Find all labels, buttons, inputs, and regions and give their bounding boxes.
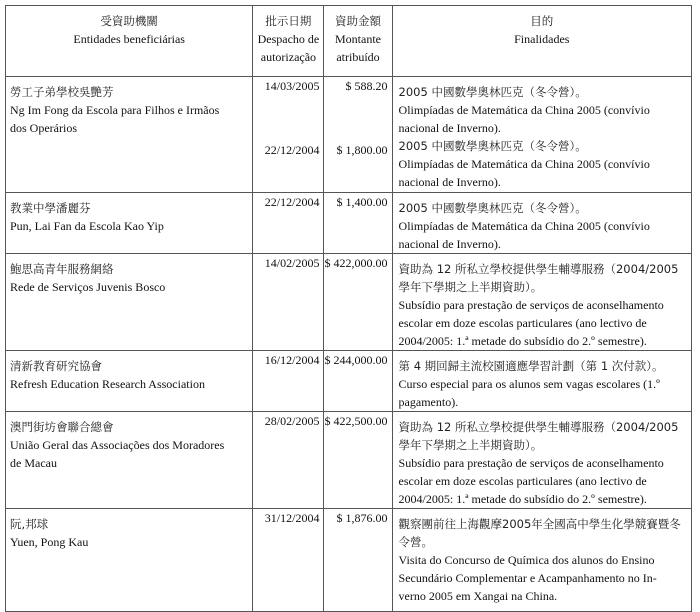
table-row [6, 193, 692, 254]
header-amount: 資助金額 Montante atribuído [324, 6, 392, 77]
date-cell: 16/12/2004 [253, 351, 324, 412]
grants-table [5, 5, 692, 612]
date-cell: 31/12/2004 [253, 509, 324, 612]
header-purpose: 目的 Finalidades [392, 6, 691, 77]
purpose-cell: 2005 中國數學奧林匹克（冬令營）。 Olimpíadas de Matemática da China 2005 (convívio nacional de Inverno). 2005 中國數學奧林匹克（冬令營）。 Olimpíadas de Matemática da China 2005 (convívio nacional de Inverno). [392, 77, 691, 193]
date-cell: 14/02/2005 [253, 254, 324, 351]
amount-cell: $ 422,500.00 [324, 412, 392, 509]
table-row [6, 509, 692, 612]
header-date: 批示日期 Despacho de autorização [253, 6, 324, 77]
amount-cell: $ 1,876.00 [324, 509, 392, 612]
amount-cell: $ 244,000.00 [324, 351, 392, 412]
purpose-cell: 第 4 期回歸主流校園適應學習計劃（第 1 次付款）。 Curso especial para os alunos sem vagas escolares (1.º pagamento). [392, 351, 691, 412]
entity-cell: 教業中學潘麗芬 Pun, Lai Fan da Escola Kao Yip [6, 193, 253, 254]
date-cell: 14/03/2005 22/12/2004 [253, 77, 324, 193]
purpose-cell: 2005 中國數學奧林匹克（冬令營）。 Olimpíadas de Matemática da China 2005 (convívio nacional de Inverno). [392, 193, 691, 254]
entity-cell: 阮,邦球 Yuen, Pong Kau [6, 509, 253, 612]
amount-cell: $ 422,000.00 [324, 254, 392, 351]
table-header-row [6, 6, 692, 77]
table-row [6, 77, 692, 193]
date-cell: 22/12/2004 [253, 193, 324, 254]
amount-cell: $ 1,400.00 [324, 193, 392, 254]
table-row [6, 351, 692, 412]
amount-cell: $ 588.20 $ 1,800.00 [324, 77, 392, 193]
entity-cell: 清新教育研究協會 Refresh Education Research Association [6, 351, 253, 412]
header-entities: 受資助機關 Entidades beneficiárias [6, 6, 253, 77]
purpose-cell: 觀察團前往上海觀摩2005年全國高中學生化學競賽暨冬 令營。 Visita do Concurso de Química dos alunos do Ensino Secundário Complementar e Acampanhamento no In- verno 2005 em Xangai na China. [392, 509, 691, 612]
date-cell: 28/02/2005 [253, 412, 324, 509]
entity-cell: 勞工子弟學校吳艷芳 Ng Im Fong da Escola para Filhos e Irmãos dos Operários [6, 77, 253, 193]
purpose-cell: 資助為 12 所私立學校提供學生輔導服務（2004/2005 學年下學期之上半期資助）。 Subsídio para prestação de serviços de aconselhamento escolar em doze escolas particulares (ano lectivo de 2004/2005: 1.ª metade do subsídio do 2.º semestre). [392, 254, 691, 351]
purpose-cell: 資助為 12 所私立學校提供學生輔導服務（2004/2005 學年下學期之上半期資助）。 Subsídio para prestação de serviços de aconselhamento escolar em doze escolas particulares (ano lectivo de 2004/2005: 1.ª metade do subsídio do 2.º semestre). [392, 412, 691, 509]
entity-cell: 澳門街坊會聯合總會 União Geral das Associações dos Moradores de Macau [6, 412, 253, 509]
table-row [6, 254, 692, 351]
table-row [6, 412, 692, 509]
entity-cell: 鮑思高青年服務網絡 Rede de Serviços Juvenis Bosco [6, 254, 253, 351]
